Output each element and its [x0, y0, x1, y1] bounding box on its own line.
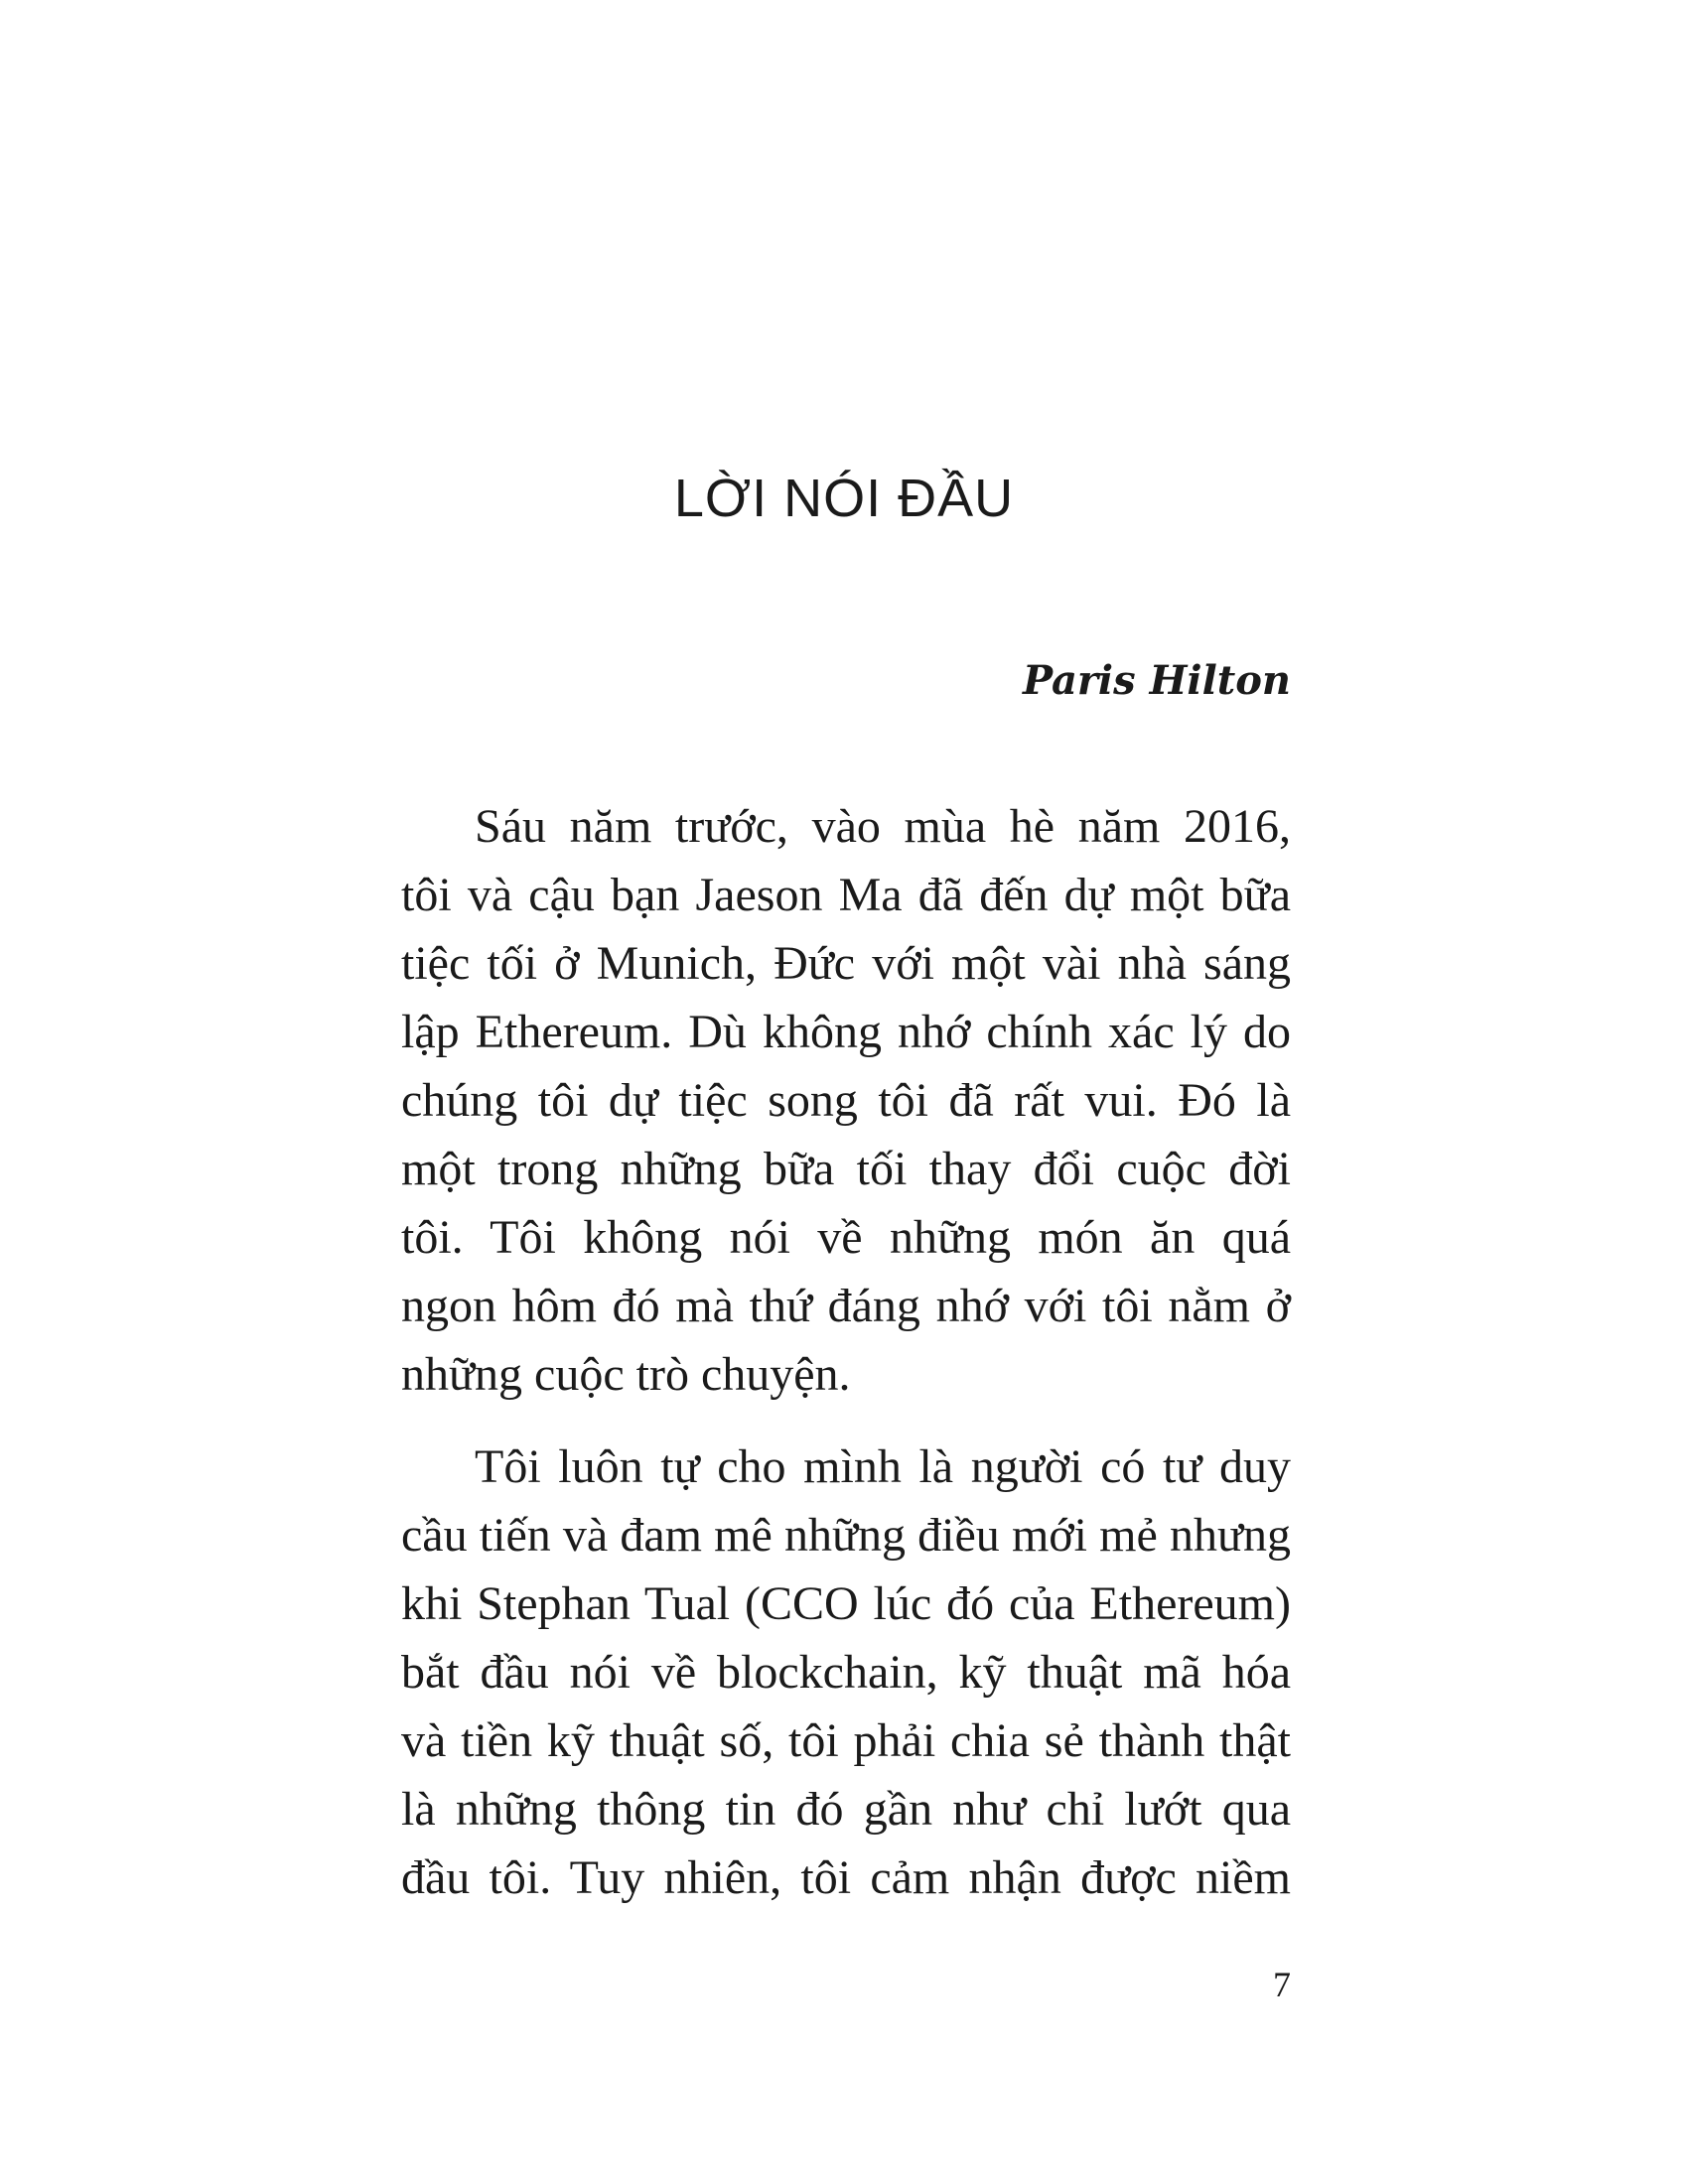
paragraph — [401, 792, 1291, 1409]
chapter-title: LỜI NÓI ĐẦU — [673, 469, 1015, 528]
text-line: một trong những bữa tối thay đổi cuộc đời — [401, 1143, 1291, 1195]
text-line: Tôi luôn tự cho mình là người có tư duy — [475, 1440, 1291, 1493]
text-line: những cuộc trò chuyện. — [401, 1348, 851, 1401]
text-line: tiệc tối ở Munich, Đức với một vài nhà sáng — [401, 937, 1291, 990]
text-line: tôi. Tôi không nói về những món ăn quá — [401, 1211, 1291, 1264]
body-text — [401, 792, 1291, 1912]
text-line: cầu tiến và đam mê những điều mới mẻ nhưng — [401, 1509, 1291, 1562]
text-line: là những thông tin đó gần như chỉ lướt qua — [401, 1783, 1291, 1836]
author-name: Paris Hilton — [1022, 657, 1291, 704]
page-number: 7 — [1273, 1965, 1291, 2004]
text-line: chúng tôi dự tiệc song tôi đã rất vui. Đó là — [401, 1074, 1291, 1127]
text-line: Sáu năm trước, vào mùa hè năm 2016, — [475, 800, 1291, 853]
paragraph-spacer — [401, 1409, 1291, 1433]
text-line: bắt đầu nói về blockchain, kỹ thuật mã hóa — [401, 1646, 1291, 1699]
text-line: lập Ethereum. Dù không nhớ chính xác lý do — [401, 1006, 1291, 1058]
text-line: ngon hôm đó mà thứ đáng nhớ với tôi nằm ở — [401, 1280, 1291, 1332]
text-line: và tiền kỹ thuật số, tôi phải chia sẻ thành thật — [401, 1714, 1291, 1767]
text-line: khi Stephan Tual (CCO lúc đó của Ethereum) — [401, 1577, 1291, 1630]
text-line: đầu tôi. Tuy nhiên, tôi cảm nhận được niềm — [401, 1851, 1291, 1904]
paragraph — [401, 1433, 1291, 1912]
text-line: tôi và cậu bạn Jaeson Ma đã đến dự một bữa — [401, 869, 1291, 921]
